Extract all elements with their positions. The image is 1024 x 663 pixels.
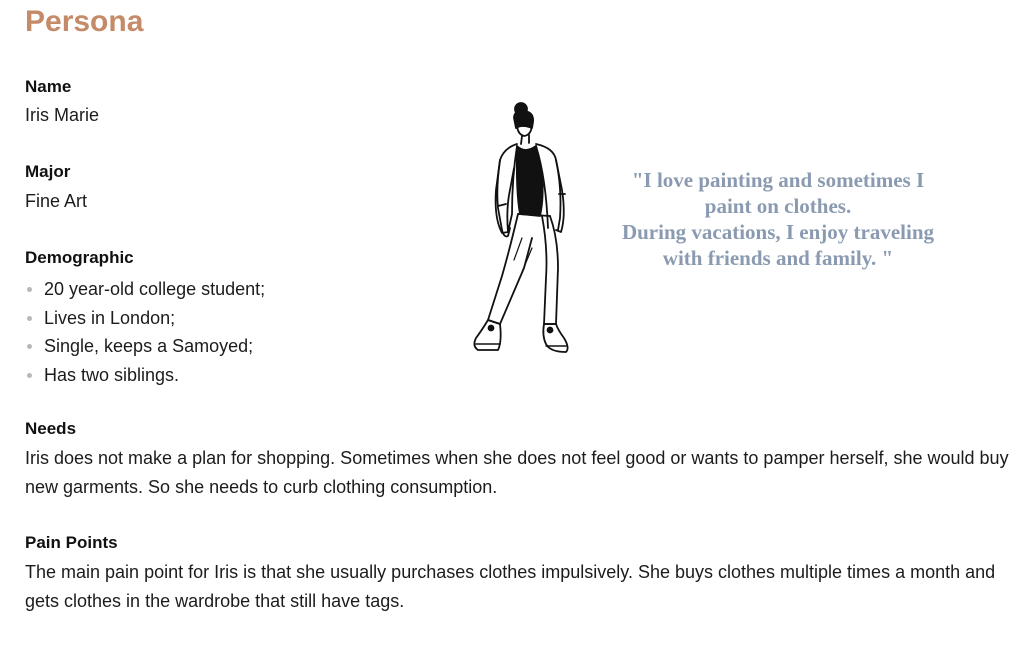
bullet-icon: [27, 287, 32, 292]
quote-line: paint on clothes.: [704, 194, 852, 218]
bullet-icon: [27, 344, 32, 349]
demographic-item: [25, 361, 265, 390]
woman-standing-illustration-icon: [462, 98, 574, 358]
quote-line: During vacations, I enjoy traveling: [621, 220, 935, 244]
demographic-list: [25, 275, 265, 390]
major-value: Fine Art: [25, 191, 88, 211]
quote-line: with friends and family. ": [662, 246, 894, 270]
name-label: Name: [25, 77, 72, 96]
bullet-icon: [27, 316, 32, 321]
demographic-item-text: Single, keeps a Samoyed;: [44, 336, 254, 357]
demographic-item-text: Lives in London;: [44, 307, 176, 328]
demographic-label: Demographic: [25, 248, 134, 267]
pain-points-label: Pain Points: [25, 533, 118, 552]
demographic-item: [25, 275, 265, 304]
demographic-item-text: 20 year-old college student;: [44, 279, 266, 299]
major-label: Major: [25, 162, 71, 181]
pain-points-text: The main pain point for Iris is that she usually purchases clothes impulsively. She buys clothes multiple times a month and gets clothes in the wardrobe that still have tags.: [25, 562, 996, 611]
page-title: Persona: [25, 5, 144, 38]
quote-line: "I love painting and sometimes I: [631, 168, 925, 192]
demographic-item: [25, 304, 265, 333]
needs-text: Iris does not make a plan for shopping. Sometimes when she does not feel good or wants to pamper herself, she would buy new garments. So she needs to curb clothing consumption.: [25, 448, 1009, 497]
demographic-item: [25, 332, 265, 361]
bullet-icon: [27, 373, 32, 378]
needs-label: Needs: [25, 419, 77, 438]
name-value: Iris Marie: [25, 105, 100, 125]
persona-quote: [600, 167, 956, 271]
demographic-item-text: Has two siblings.: [44, 365, 180, 386]
